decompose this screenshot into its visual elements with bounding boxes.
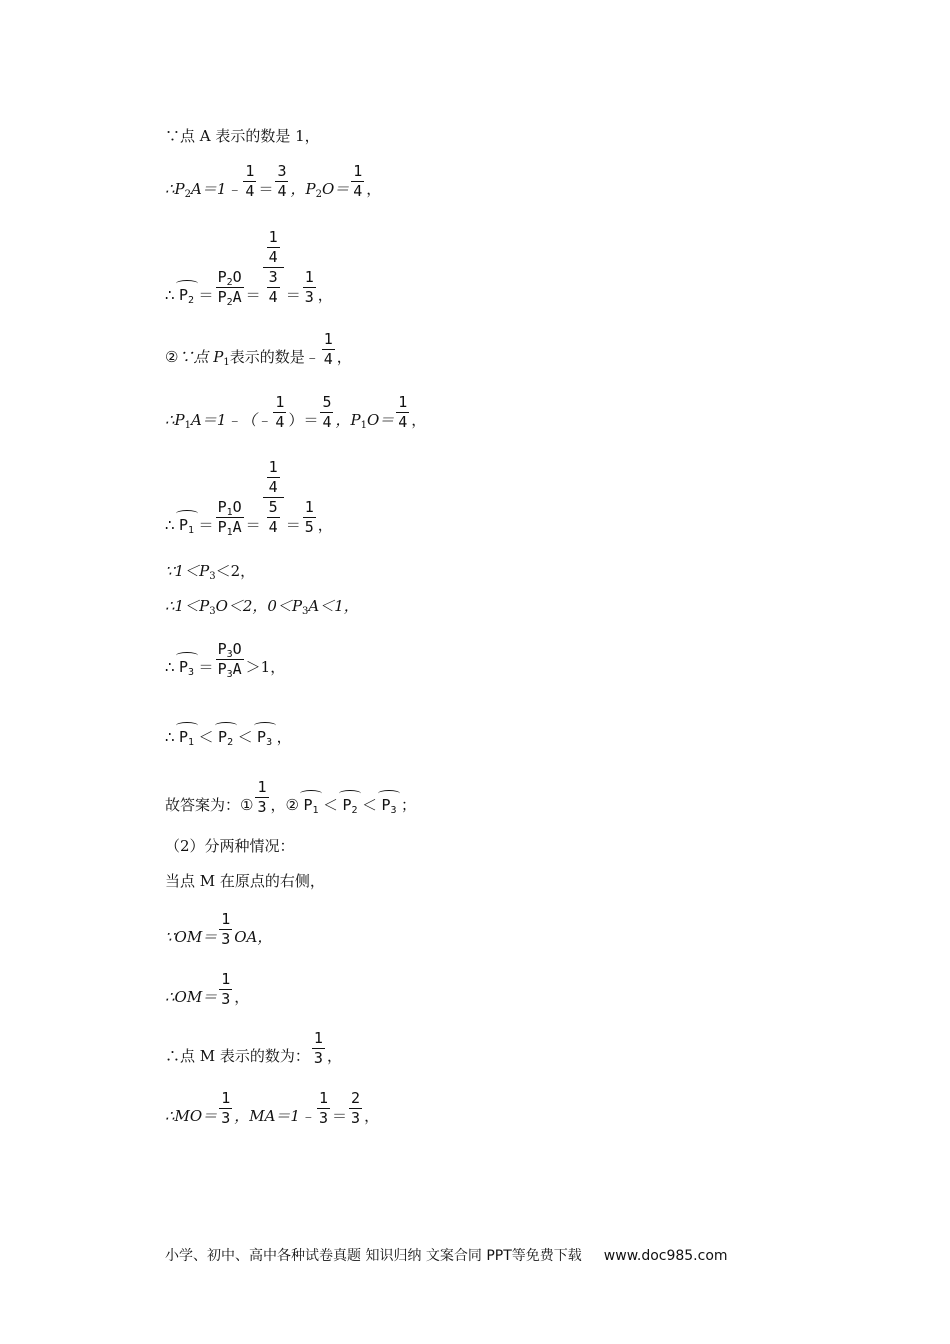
text: ∵点 P [178, 348, 224, 366]
denominator: 4 [277, 182, 287, 200]
arc-letter: P [381, 796, 391, 814]
numerator: 1 [221, 910, 231, 928]
subscript: 2 [351, 805, 358, 816]
line-9 [165, 640, 286, 680]
line-17 [165, 1089, 380, 1127]
fraction [351, 164, 364, 199]
subscript: 2 [227, 737, 234, 748]
fraction [303, 500, 316, 535]
denominator: 3 [318, 1109, 329, 1127]
denominator [216, 659, 244, 680]
text: O [232, 268, 242, 286]
text: 表示的数是﹣ [229, 348, 320, 366]
text: ，P [335, 411, 361, 429]
arc-symbol [339, 790, 361, 816]
text: O＝ [366, 411, 395, 429]
fraction [267, 230, 280, 265]
text: ＝ [198, 286, 214, 304]
text: ， [317, 516, 333, 534]
line-4 [165, 330, 352, 368]
line-6 [165, 458, 333, 538]
text: ＝ [332, 1107, 348, 1125]
denominator: 3 [221, 990, 231, 1008]
arc-symbol [176, 652, 198, 678]
denominator: 4 [398, 413, 408, 431]
numerator: 1 [245, 162, 255, 180]
denominator [216, 287, 244, 308]
line-10 [165, 722, 292, 748]
subscript: 1 [312, 805, 319, 816]
text: O [232, 498, 242, 516]
line-16 [165, 1029, 342, 1067]
subscript: 3 [266, 737, 273, 748]
text: ， [326, 1047, 342, 1065]
text: ∴ [165, 658, 175, 676]
text: ， [270, 796, 286, 814]
subscript: 1 [188, 525, 195, 536]
text: P [217, 498, 227, 516]
subscript: 2 [315, 189, 322, 200]
line-1 [165, 129, 320, 144]
text: ∴ [165, 286, 175, 304]
numerator: 5 [322, 393, 332, 411]
line-12 [165, 839, 295, 854]
numerator [216, 500, 244, 517]
footer-text: 小学、初中、高中各种试卷真题 知识归纳 文案合同 PPT等免费下载 [165, 1248, 582, 1264]
subscript: 1 [188, 737, 195, 748]
circled-number: ② [165, 348, 179, 366]
arc-letter: P [342, 796, 352, 814]
text: ， [411, 411, 427, 429]
text: 当点 M 在原点的右侧， [165, 872, 325, 890]
subscript: 2 [226, 277, 233, 288]
arc-symbol [254, 722, 276, 748]
text: ∴MO＝ [165, 1107, 218, 1125]
text: A [232, 288, 242, 306]
numerator: 1 [257, 778, 267, 796]
line-2 [165, 162, 382, 200]
text: ＝ [285, 516, 301, 534]
text: ， [317, 286, 333, 304]
line-11 [165, 778, 417, 816]
text: ∴1＜P [165, 597, 210, 615]
text: ∴P [165, 411, 185, 429]
complex-fraction [263, 460, 284, 535]
numerator: 5 [268, 498, 278, 516]
fraction [219, 972, 232, 1007]
text: ∴ [165, 728, 175, 746]
numerator [263, 230, 284, 267]
line-7 [165, 562, 256, 582]
text: ， [364, 1107, 380, 1125]
numerator: 1 [304, 498, 314, 516]
fraction [320, 395, 333, 430]
text: ，P [290, 180, 316, 198]
text: ＝ [285, 286, 301, 304]
fraction [317, 1091, 330, 1126]
denominator: 4 [323, 350, 333, 368]
text: ＝ [245, 286, 261, 304]
denominator: 3 [313, 1049, 323, 1067]
text: ∴P [165, 180, 185, 198]
numerator: 1 [353, 162, 363, 180]
fraction [267, 270, 280, 305]
subscript: 1 [360, 420, 367, 431]
denominator: 3 [351, 1109, 361, 1127]
subscript: 2 [184, 189, 192, 200]
subscript: 3 [209, 606, 216, 617]
fraction [322, 332, 335, 367]
denominator: 4 [268, 288, 278, 306]
text: ∴ [165, 516, 175, 534]
fraction [396, 395, 409, 430]
denominator: 4 [275, 413, 285, 431]
text: ∴OM＝ [165, 988, 218, 1006]
fraction [349, 1091, 362, 1126]
denominator: 3 [221, 1109, 231, 1127]
numerator: 1 [221, 1089, 231, 1107]
subscript: 1 [226, 507, 233, 518]
numerator: 1 [318, 1089, 329, 1107]
text: ， [234, 988, 250, 1006]
text: P [217, 518, 227, 536]
text: O＝ [321, 180, 350, 198]
subscript: 3 [209, 571, 216, 582]
footer-site-link[interactable]: www.doc985.com [603, 1248, 728, 1264]
circled-number: ① [240, 796, 254, 814]
arc-letter: P [218, 728, 228, 746]
line-15 [165, 970, 250, 1008]
fraction [219, 1091, 232, 1126]
text: ， [276, 728, 292, 746]
text: ， [336, 348, 352, 366]
denominator: 5 [304, 518, 314, 536]
denominator: 3 [221, 930, 231, 948]
subscript: 2 [226, 297, 233, 308]
text: ＝ [258, 180, 274, 198]
numerator: 1 [268, 458, 278, 476]
text: ∵1＜P [165, 562, 210, 580]
text: （2）分两种情况： [165, 837, 295, 855]
text: ＞1， [245, 658, 286, 676]
arc-letter: P [303, 796, 313, 814]
arc-symbol [300, 790, 322, 816]
text: ＝ [245, 516, 261, 534]
subscript: 3 [226, 669, 233, 680]
fraction [216, 640, 244, 680]
subscript: 1 [184, 420, 192, 431]
fraction [275, 164, 288, 199]
arc-symbol [215, 722, 237, 748]
text: ∴点 M 表示的数为： [165, 1047, 310, 1065]
text: ， [366, 180, 382, 198]
subscript: 1 [223, 357, 230, 368]
fraction [312, 1031, 325, 1066]
fraction [303, 270, 316, 305]
denominator [263, 497, 284, 535]
subscript: 3 [188, 667, 195, 678]
denominator: 4 [268, 248, 278, 266]
text: A＜1， [308, 597, 359, 615]
fraction [267, 500, 280, 535]
denominator: 3 [257, 798, 267, 816]
text: ＜ [361, 796, 377, 814]
page-footer [165, 1245, 728, 1265]
text: A [232, 660, 242, 678]
text: P [217, 660, 227, 678]
arc-symbol [378, 790, 400, 816]
arc-letter: P [257, 728, 267, 746]
numerator: 2 [351, 1089, 361, 1107]
fraction [267, 460, 280, 495]
text: O＜2，0＜P [215, 597, 303, 615]
fraction [216, 498, 244, 538]
arc-letter: P [179, 728, 189, 746]
text: A＝1﹣ [191, 180, 242, 198]
denominator: 4 [245, 182, 255, 200]
text: ＜2， [215, 562, 256, 580]
line-8 [165, 597, 359, 617]
subscript: 2 [188, 295, 195, 306]
denominator: 4 [268, 478, 278, 496]
fraction [216, 268, 244, 308]
numerator [216, 642, 244, 659]
numerator: 1 [398, 393, 408, 411]
denominator: 4 [268, 518, 278, 536]
text: ）＝ [288, 411, 319, 429]
arc-letter: P [179, 658, 189, 676]
text: ＜ [322, 796, 338, 814]
subscript: 3 [390, 805, 397, 816]
denominator: 4 [322, 413, 332, 431]
denominator [263, 267, 284, 305]
fraction [255, 780, 268, 815]
circled-number: ② [285, 796, 299, 814]
text: P [217, 268, 227, 286]
arc-symbol [176, 510, 198, 536]
fraction [273, 395, 286, 430]
text: 故答案为： [165, 796, 241, 814]
complex-fraction [263, 230, 284, 305]
numerator: 1 [275, 393, 285, 411]
text: ＝ [198, 658, 214, 676]
numerator: 1 [313, 1029, 323, 1047]
arc-symbol [176, 280, 198, 306]
text: OA， [234, 928, 273, 946]
arc-letter: P [179, 286, 189, 304]
subscript: 3 [302, 606, 309, 617]
numerator [263, 460, 284, 497]
numerator: 3 [277, 162, 287, 180]
numerator: 1 [221, 970, 231, 988]
denominator: 4 [353, 182, 363, 200]
numerator: 1 [304, 268, 314, 286]
line-13 [165, 874, 325, 889]
text: A [232, 518, 242, 536]
text: A＝1﹣（﹣ [191, 411, 272, 429]
text: ＜ [237, 728, 253, 746]
denominator [216, 517, 244, 538]
text: ； [401, 796, 417, 814]
fraction [243, 164, 256, 199]
text: ∵点 A 表示的数是 1， [165, 127, 320, 145]
numerator: 1 [268, 228, 278, 246]
text: P [217, 288, 227, 306]
text: ＝ [198, 516, 214, 534]
text: ∵OM＝ [165, 928, 218, 946]
line-5 [165, 393, 427, 431]
arc-letter: P [179, 516, 189, 534]
denominator: 3 [304, 288, 314, 306]
arc-symbol [176, 722, 198, 748]
line-14 [165, 910, 273, 948]
subscript: 3 [226, 649, 233, 660]
text: ，MA＝1﹣ [234, 1107, 315, 1125]
text: P [217, 640, 227, 658]
subscript: 1 [226, 527, 233, 538]
numerator [216, 270, 244, 287]
numerator: 3 [268, 268, 278, 286]
text: ＜ [198, 728, 214, 746]
numerator: 1 [323, 330, 333, 348]
fraction [219, 912, 232, 947]
text: O [232, 640, 242, 658]
line-3 [165, 228, 333, 308]
